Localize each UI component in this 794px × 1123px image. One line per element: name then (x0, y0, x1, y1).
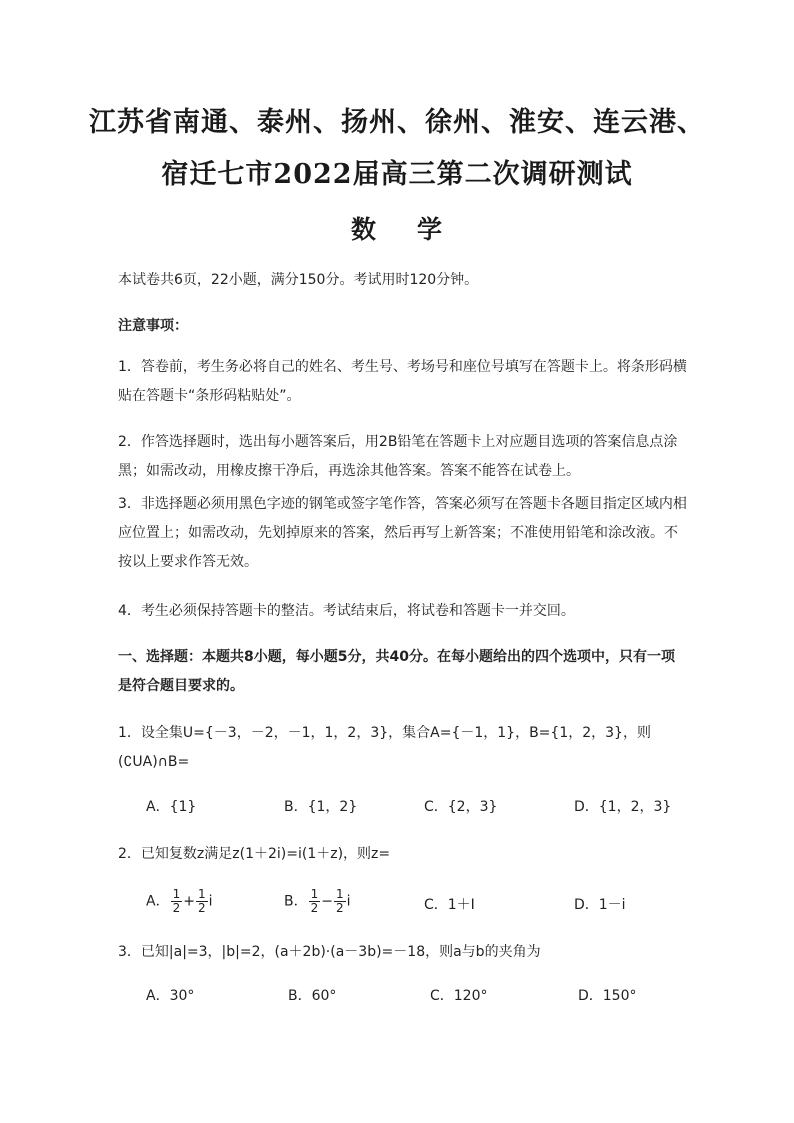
option-a: A． $\frac{1}{2}$ + $\frac{1}{2}$ i (146, 887, 213, 915)
subject-char-1: 数 (350, 215, 377, 244)
notice-item-3: 3．非选择题必须用黑色字迹的钢笔或签字笔作答，答案必须写在答题卡各题目指定区域内相应位置上；如需改动，先划掉原来的答案，然后再写上新答案；不准使用铅笔和涂改液。不按以上要求作答无效。 (118, 496, 687, 570)
question-2-options (146, 886, 706, 920)
section1-heading: 一、选择题：本题共8小题，每小题5分，共40分。在每小题给出的四个选项中，只有一项是符合题目要求的。 (118, 649, 675, 694)
option-b: B．{1，2} (284, 799, 358, 815)
notice-item-4: 4．考生必须保持答题卡的整洁。考试结束后，将试卷和答题卡一并交回。 (118, 603, 575, 619)
option-b: B． $\frac{1}{2}$ − $\frac{1}{2}$ i (284, 887, 351, 915)
question-3-options (146, 985, 706, 1009)
option-c: C．120° (430, 988, 488, 1004)
option-d: D．1－i (574, 897, 626, 913)
notice-item-1: 1．答卷前，考生务必将自己的姓名、考生号、考场号和座位号填写在答题卡上。将条形码横贴在答题卡“条形码粘贴处”。 (118, 359, 687, 404)
subject-title (0, 210, 794, 246)
question-1-options (146, 796, 706, 820)
option-a: A．30° (146, 988, 195, 1004)
notice-item-2: 2．作答选择题时，选出每小题答案后，用2B铅笔在答题卡上对应题目选项的答案信息点涂黑；如需改动，用橡皮擦干净后，再选涂其他答案。答案不能答在试卷上。 (118, 434, 678, 479)
exam-intro: 本试卷共6页，22小题，满分150分。考试用时120分钟。 (118, 272, 479, 288)
question-2-stem: 2．已知复数z满足z(1＋2i)=i(1＋z)，则z= (118, 846, 391, 862)
exam-title-line2: 宿迁七市2022届高三第二次调研测试 (161, 159, 633, 190)
subject-char-2: 学 (417, 215, 444, 244)
option-c: C．1＋I (424, 897, 475, 913)
question-1-stem: 1．设全集U={－3，－2，－1，1，2，3}，集合A={－1，1}，B={1，2，3}，则(∁UA)∩B= (118, 725, 651, 770)
notice-heading: 注意事项： (118, 318, 188, 334)
option-c: C．{2，3} (424, 799, 498, 815)
option-d: D．{1，2，3} (574, 799, 672, 815)
question-3-stem: 3．已知|a|=3，|b|=2，(a＋2b)·(a－3b)=－18，则a与b的夹角为 (118, 944, 541, 960)
option-d: D．150° (578, 988, 637, 1004)
option-a: A．{1} (146, 799, 197, 815)
exam-title-line1: 江苏省南通、泰州、扬州、徐州、淮安、连云港、 (89, 107, 705, 138)
option-b: B．60° (288, 988, 337, 1004)
